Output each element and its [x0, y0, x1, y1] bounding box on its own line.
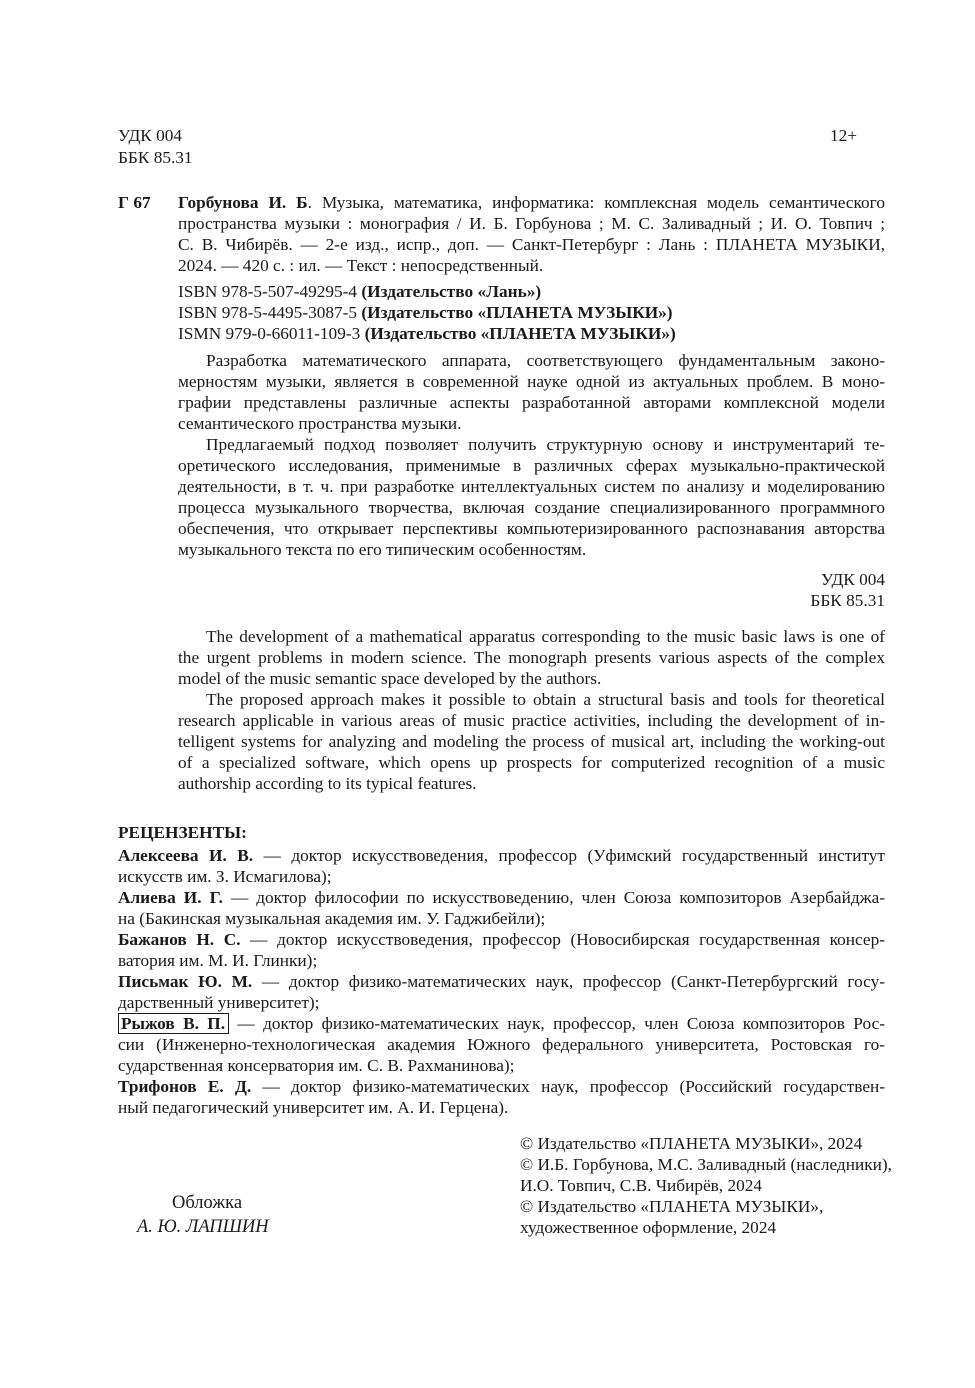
reviewer-line: [118, 1013, 885, 1034]
reviewer-line: [118, 1076, 885, 1097]
reviewer-line: искусств им. З. Исмагилова);: [118, 867, 332, 886]
reviewers-title: РЕЦЕНЗЕНТЫ:: [118, 823, 247, 842]
abstract-en-line: authorship according to its typical features.: [178, 774, 477, 793]
abstract-ru-line: оретического исследования, применимые в различных сферах музыкально-практической: [178, 456, 885, 475]
abstract-ru-line: Разработка математического аппарата, соответствующего фундаментальным законо-: [206, 351, 885, 370]
abstract-ru-line: обеспечения, что открывает перспективы компьютеризированного распознавания авторства: [178, 519, 885, 538]
abstract-en-line: research applicable in various areas of music practice activities, including the development of in-: [178, 711, 885, 730]
entry-line-2: пространства музыки : монография / И. Б. Горбунова ; М. С. Заливадный ; И. О. Товпич ;: [178, 214, 885, 233]
copyright-line: © Издательство «ПЛАНЕТА МУЗЫКИ»,: [520, 1197, 824, 1216]
reviewer-desc: — доктор философии по искусствоведению, член Союза композиторов Азербайджа-: [222, 888, 885, 907]
isbn-line: [178, 281, 541, 302]
reviewer-name-boxed: Рыжов В. П.: [118, 1013, 229, 1034]
age-rating: 12+: [830, 126, 858, 145]
entry-line-3: С. В. Чибирёв. — 2-е изд., испр., доп. — Санкт-Петербург : Лань : ПЛАНЕТА МУЗЫКИ,: [178, 235, 885, 254]
reviewer-line: ватория им. М. И. Глинки);: [118, 951, 318, 970]
isbn-number: ISBN 978-5-4495-3087-5: [178, 303, 362, 322]
entry-author: Горбунова И. Б: [178, 193, 308, 212]
reviewer-line: ный педагогический университет им. А. И. Герцена).: [118, 1098, 509, 1117]
reviewer-name: Письмак Ю. М.: [118, 972, 253, 991]
abstract-ru-line: Предлагаемый подход позволяет получить структурную основу и инструментарий те-: [206, 435, 885, 454]
copyright-line: © Издательство «ПЛАНЕТА МУЗЫКИ», 2024: [520, 1134, 863, 1153]
entry-line-4: 2024. — 420 с. : ил. — Текст : непосредственный.: [178, 256, 544, 275]
reviewer-name: Алексеева И. В.: [118, 846, 254, 865]
ismn-number: ISMN 979-0-66011-109-3: [178, 324, 365, 343]
reviewer-name: Алиева И. Г.: [118, 888, 223, 907]
reviewer-line: [118, 971, 885, 992]
abstract-en-line: The proposed approach makes it possible to obtain a structural basis and tools for theoretical: [206, 690, 885, 709]
udk-code-right: УДК 004: [820, 570, 885, 589]
isbn-publisher: (Издательство «ПЛАНЕТА МУЗЫКИ»): [364, 324, 676, 343]
reviewer-name: Бажанов Н. С.: [118, 930, 241, 949]
reviewer-line: [118, 887, 885, 908]
reviewer-name: Трифонов Е. Д.: [118, 1077, 252, 1096]
author-mark: Г 67: [118, 193, 151, 212]
entry-title: . Музыка, математика, информатика: комплексная модель семантического: [307, 193, 885, 212]
ismn-line: [178, 323, 676, 344]
cover-artist: А. Ю. ЛАПШИН: [137, 1217, 269, 1237]
entry-line-1: [178, 192, 885, 213]
abstract-ru-line: графии представлены различные аспекты разработанной авторами комплексной модели: [178, 393, 885, 412]
reviewer-desc: — доктор искусствоведения, профессор (Уфимский государственный институт: [253, 846, 885, 865]
reviewer-line: [118, 929, 885, 950]
udk-code: УДК 004: [118, 126, 183, 145]
abstract-en-line: model of the music semantic space developed by the authors.: [178, 669, 602, 688]
reviewer-line: дарственный университет);: [118, 993, 320, 1012]
abstract-ru-line: деятельности, в т. ч. при разработке интеллектуальных систем по анализу и моделированию: [178, 477, 885, 496]
abstract-ru-line: мерностям музыки, является в современной науке одной из актуальных проблем. В моно-: [178, 372, 885, 391]
abstract-en-line: of a specialized software, which opens up prospects for computerized recognition of a music: [178, 753, 885, 772]
reviewer-line: [118, 845, 885, 866]
copyright-line: © И.Б. Горбунова, М.С. Заливадный (наследники),: [520, 1155, 892, 1174]
abstract-ru-line: процесса музыкального творчества, включая создание специализированного программного: [178, 498, 885, 517]
abstract-ru-line: семантического пространства музыки.: [178, 414, 462, 433]
copyright-line: художественное оформление, 2024: [520, 1218, 777, 1237]
bbk-code-right: ББК 85.31: [810, 591, 885, 610]
reviewer-desc: — доктор искусствоведения, профессор (Новосибирская государственная консер-: [240, 930, 885, 949]
reviewer-desc: — доктор физико-математических наук, профессор, член Союза композиторов Рос-: [229, 1014, 885, 1033]
abstract-en-line: telligent systems for analyzing and modeling the process of musical art, including the working-out: [178, 732, 885, 751]
copyright-line: И.О. Товпич, С.В. Чибирёв, 2024: [520, 1176, 763, 1195]
cover-label: Обложка: [172, 1193, 243, 1213]
isbn-line: [178, 302, 673, 323]
reviewer-desc: — доктор физико-математических наук, профессор (Санкт-Петербургский госу-: [252, 972, 885, 991]
abstract-en-line: The development of a mathematical apparatus corresponding to the music basic laws is one of: [206, 627, 885, 646]
bbk-code: ББК 85.31: [118, 148, 193, 167]
isbn-number: ISBN 978-5-507-49295-4: [178, 282, 362, 301]
abstract-ru-line: музыкального текста по его типическим особенностям.: [178, 540, 587, 559]
reviewer-desc: — доктор физико-математических наук, профессор (Российский государствен-: [251, 1077, 885, 1096]
reviewer-line: сударственная консерватория им. С. В. Рахманинова);: [118, 1056, 515, 1075]
isbn-publisher: (Издательство «Лань»): [361, 282, 542, 301]
reviewer-line: на (Бакинская музыкальная академия им. У. Гаджибейли);: [118, 909, 546, 928]
isbn-publisher: (Издательство «ПЛАНЕТА МУЗЫКИ»): [361, 303, 673, 322]
reviewer-line: сии (Инженерно-технологическая академия Южного федерального университета, Ростовская го-: [118, 1035, 885, 1054]
abstract-en-line: the urgent problems in modern science. The monograph presents various aspects of the complex: [178, 648, 885, 667]
